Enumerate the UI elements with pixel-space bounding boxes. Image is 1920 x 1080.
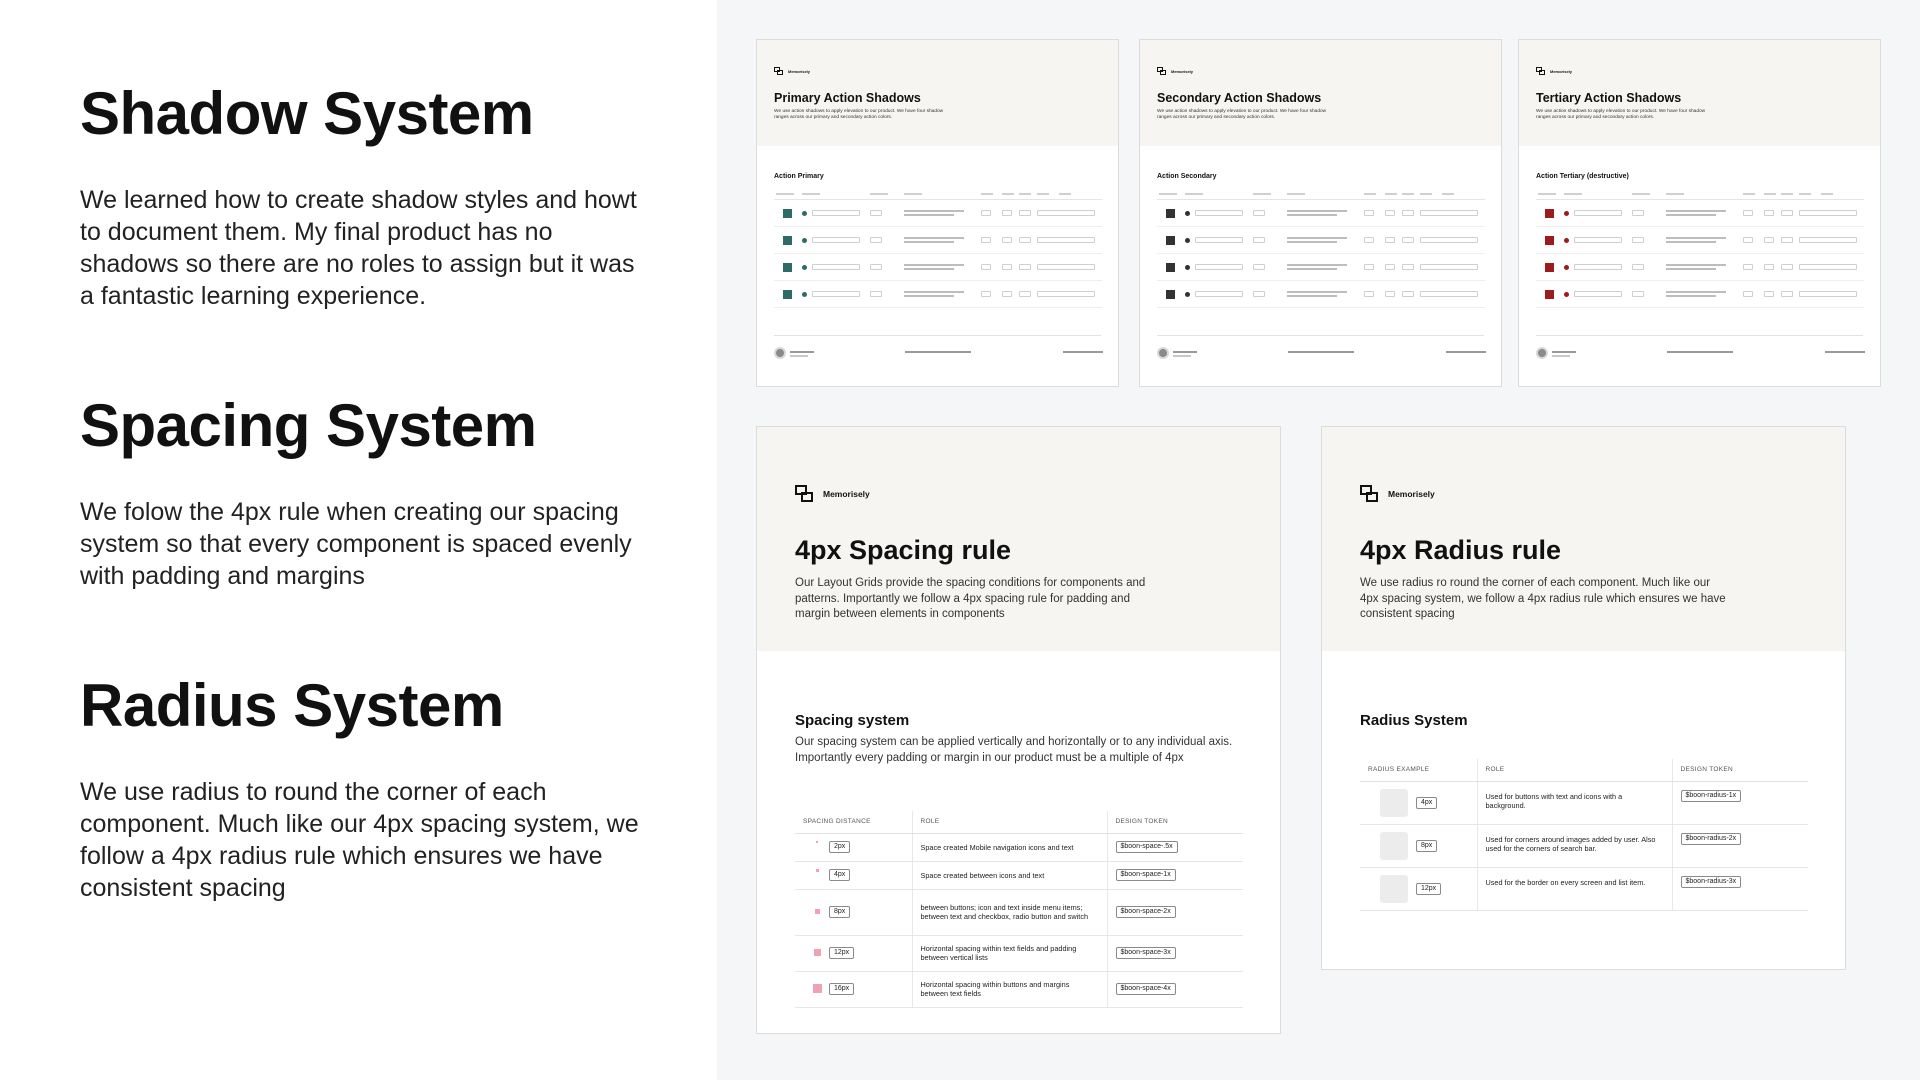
design-token-chip: $boon-space-.5x [1116, 841, 1178, 853]
column-header: SPACING DISTANCE [795, 811, 912, 833]
role-cell: Used for corners around images added by user. Also used for the corners of search bar. [1477, 824, 1672, 867]
card-description: Our Layout Grids provide the spacing conditions for components and patterns. Importantly we follow a 4px spacing rule for padding and margin between elements in components [795, 577, 1146, 620]
radius-value-chip: 4px [1416, 797, 1437, 809]
mini-table-row [774, 227, 1102, 254]
memorisely-logo-icon [795, 485, 815, 503]
spacing-value-chip: 2px [829, 841, 850, 853]
spacing-sample-swatch [814, 949, 821, 956]
token-cell [1672, 824, 1808, 867]
brand-name: Memorisely [823, 489, 870, 499]
shadow-swatch [1166, 236, 1175, 245]
mini-table-row [1157, 200, 1485, 227]
mini-table-header [1157, 190, 1485, 200]
brand-logo [795, 485, 870, 503]
radius-rule-card [1321, 426, 1846, 970]
footer-brand-line [1288, 351, 1354, 353]
radius-value-chip: 8px [1416, 840, 1437, 852]
footer-divider [1157, 335, 1484, 336]
author-avatar [1157, 347, 1169, 359]
mini-table-row [774, 281, 1102, 308]
spacing-distance-cell [795, 861, 912, 889]
table-row [1360, 781, 1808, 824]
tertiary-shadows-card [1518, 39, 1881, 387]
color-dot [802, 292, 807, 297]
shadow-swatch [1545, 290, 1554, 299]
radius-example-box [1380, 789, 1408, 817]
footer-copyright-line [1446, 351, 1486, 353]
brand-logo [1536, 67, 1572, 76]
shadow-table [1157, 190, 1485, 308]
spacing-distance-cell [795, 971, 912, 1007]
author-avatar [774, 347, 786, 359]
shadow-swatch [1545, 209, 1554, 218]
column-header: DESIGN TOKEN [1107, 811, 1243, 833]
spacing-sample-swatch [815, 909, 820, 914]
footer-author-line [790, 351, 814, 353]
footer-author-line [1552, 351, 1576, 353]
color-dot [802, 238, 807, 243]
spacing-value-chip: 16px [829, 983, 854, 995]
shadow-swatch [1166, 290, 1175, 299]
footer-author-line [1173, 351, 1197, 353]
primary-shadows-card [756, 39, 1119, 387]
shadow-swatch [783, 263, 792, 272]
spacing-value-chip: 8px [829, 906, 850, 918]
role-cell: Used for the border on every screen and list item. [1477, 867, 1672, 910]
card-subtitle: Action Primary [774, 173, 824, 180]
spacing-rule-card [756, 426, 1281, 1034]
brand-name: Memorisely [1171, 69, 1194, 74]
memorisely-logo-icon [1360, 485, 1380, 503]
footer-divider [1536, 335, 1863, 336]
brand-name: Memorisely [1550, 69, 1573, 74]
shadow-system-description: We learned how to create shadow styles and howt to document them. My final product has no shadows so there are no roles to assign but it was a fantastic learning experience. [80, 186, 637, 310]
shadow-swatch [1545, 263, 1554, 272]
token-cell [1107, 861, 1243, 889]
footer-author-role-line [1173, 355, 1191, 357]
footer-author-role-line [1552, 355, 1570, 357]
author-avatar [1536, 347, 1548, 359]
memorisely-logo-icon [774, 67, 784, 76]
card-description: We use action shadows to apply elevation to our product. We have four shadow ranges across our primary and secondary action colors. [1157, 109, 1327, 121]
role-cell: between buttons; icon and text inside menu items; between text and checkbox, radio button and switch [912, 889, 1107, 935]
color-dot [1185, 238, 1190, 243]
role-cell: Space created Mobile navigation icons and text [912, 833, 1107, 861]
footer-brand-line [1667, 351, 1733, 353]
table-row [795, 971, 1243, 1007]
mini-table-row [1536, 200, 1864, 227]
mini-table-row [1157, 227, 1485, 254]
shadow-table [774, 190, 1102, 308]
role-cell: Used for buttons with text and icons with a background. [1477, 781, 1672, 824]
radius-system-description: We use radius to round the corner of each component. Much like our 4px spacing system, we follow a 4px radius rule which ensures we have consistent spacing [80, 778, 639, 902]
brand-name: Memorisely [788, 69, 811, 74]
design-token-chip: $boon-space-1x [1116, 869, 1176, 881]
color-dot [802, 265, 807, 270]
role-cell: Horizontal spacing within text fields and padding between vertical lists [912, 935, 1107, 971]
brand-logo [1360, 485, 1435, 503]
brand-logo [1157, 67, 1193, 76]
table-header-row [1360, 759, 1808, 781]
column-header: DESIGN TOKEN [1672, 759, 1808, 781]
footer-copyright-line [1825, 351, 1865, 353]
spacing-value-chip: 12px [829, 947, 854, 959]
card-title: Primary Action Shadows [774, 91, 921, 105]
shadow-swatch [1545, 236, 1554, 245]
design-token-chip: $boon-space-4x [1116, 983, 1176, 995]
spacing-sample-swatch [816, 841, 818, 843]
mini-table-row [1536, 227, 1864, 254]
card-subtitle: Action Secondary [1157, 173, 1217, 180]
table-row [795, 935, 1243, 971]
spacing-sample-swatch [813, 984, 822, 993]
secondary-shadows-card [1139, 39, 1502, 387]
shadow-table [1536, 190, 1864, 308]
mini-table-row [1536, 254, 1864, 281]
table-header-row [795, 811, 1243, 833]
color-dot [1564, 238, 1569, 243]
mini-table-row [1157, 281, 1485, 308]
color-dot [1564, 292, 1569, 297]
card-description: We use action shadows to apply elevation to our product. We have four shadow ranges across our primary and secondary action colors. [1536, 109, 1706, 121]
design-token-chip: $boon-radius-1x [1681, 790, 1742, 802]
shadow-swatch [783, 236, 792, 245]
mini-table-header [1536, 190, 1864, 200]
radius-example-box [1380, 875, 1408, 903]
spacing-distance-cell [795, 833, 912, 861]
token-cell [1672, 781, 1808, 824]
color-dot [1185, 211, 1190, 216]
design-token-chip: $boon-radius-3x [1681, 876, 1742, 888]
footer-copyright-line [1063, 351, 1103, 353]
table-row [795, 889, 1243, 935]
memorisely-logo-icon [1536, 67, 1546, 76]
spacing-system-title: Spacing System [80, 392, 537, 459]
preview-panel [717, 0, 1920, 1080]
color-dot [1185, 292, 1190, 297]
color-dot [1185, 265, 1190, 270]
spacing-system-description: We folow the 4px rule when creating our spacing system so that every component is spaced evenly with padding and margins [80, 498, 632, 590]
shadow-system-title: Shadow System [80, 80, 534, 147]
spacing-distance-cell [795, 935, 912, 971]
spacing-table [795, 811, 1243, 1008]
shadow-swatch [1166, 209, 1175, 218]
left-column [0, 0, 717, 1080]
table-row [1360, 867, 1808, 910]
column-header: RADIUS EXAMPLE [1360, 759, 1477, 781]
role-cell: Space created between icons and text [912, 861, 1107, 889]
mini-table-row [1536, 281, 1864, 308]
color-dot [1564, 211, 1569, 216]
radius-table [1360, 759, 1808, 911]
card-description: We use radius ro round the corner of each component. Much like our 4px spacing system, we follow a 4px radius rule which ensures we have consistent spacing [1360, 577, 1726, 620]
shadow-swatch [1166, 263, 1175, 272]
radius-value-chip: 12px [1416, 883, 1441, 895]
token-cell [1107, 889, 1243, 935]
token-cell [1107, 935, 1243, 971]
shadow-swatch [783, 290, 792, 299]
card-subtitle: Radius System [1360, 712, 1468, 729]
memorisely-logo-icon [1157, 67, 1167, 76]
card-title: Secondary Action Shadows [1157, 91, 1322, 105]
mini-table-row [1157, 254, 1485, 281]
token-cell [1672, 867, 1808, 910]
mini-table-row [774, 254, 1102, 281]
radius-example-cell [1360, 824, 1477, 867]
card-subtitle: Spacing system [795, 712, 910, 729]
brand-logo [774, 67, 810, 76]
card-subtitle: Action Tertiary (destructive) [1536, 173, 1629, 180]
shadow-swatch [783, 209, 792, 218]
brand-name: Memorisely [1388, 489, 1435, 499]
footer-brand-line [905, 351, 971, 353]
footer-divider [774, 335, 1101, 336]
spacing-sample-swatch [816, 869, 819, 872]
card-title: Tertiary Action Shadows [1536, 91, 1682, 105]
card-description: We use action shadows to apply elevation to our product. We have four shadow ranges across our primary and secondary action colors. [774, 109, 944, 121]
color-dot [802, 211, 807, 216]
card-title: 4px Spacing rule [795, 535, 1012, 565]
radius-example-cell [1360, 781, 1477, 824]
column-header: ROLE [1477, 759, 1672, 781]
mini-table-row [774, 200, 1102, 227]
radius-example-cell [1360, 867, 1477, 910]
token-cell [1107, 833, 1243, 861]
role-cell: Horizontal spacing within buttons and margins between text fields [912, 971, 1107, 1007]
token-cell [1107, 971, 1243, 1007]
footer-author-role-line [790, 355, 808, 357]
radius-example-box [1380, 832, 1408, 860]
spacing-distance-cell [795, 889, 912, 935]
mini-table-header [774, 190, 1102, 200]
radius-system-title: Radius System [80, 672, 504, 739]
card-subdescription: Our spacing system can be applied vertically and horizontally or to any individual axis. Importantly every padding or margin in our product must be a multiple of 4px [795, 736, 1233, 764]
design-token-chip: $boon-radius-2x [1681, 833, 1742, 845]
table-row [1360, 824, 1808, 867]
card-title: 4px Radius rule [1360, 535, 1562, 565]
spacing-value-chip: 4px [829, 869, 850, 881]
table-row [795, 861, 1243, 889]
table-row [795, 833, 1243, 861]
design-token-chip: $boon-space-2x [1116, 906, 1176, 918]
color-dot [1564, 265, 1569, 270]
column-header: ROLE [912, 811, 1107, 833]
design-token-chip: $boon-space-3x [1116, 947, 1176, 959]
